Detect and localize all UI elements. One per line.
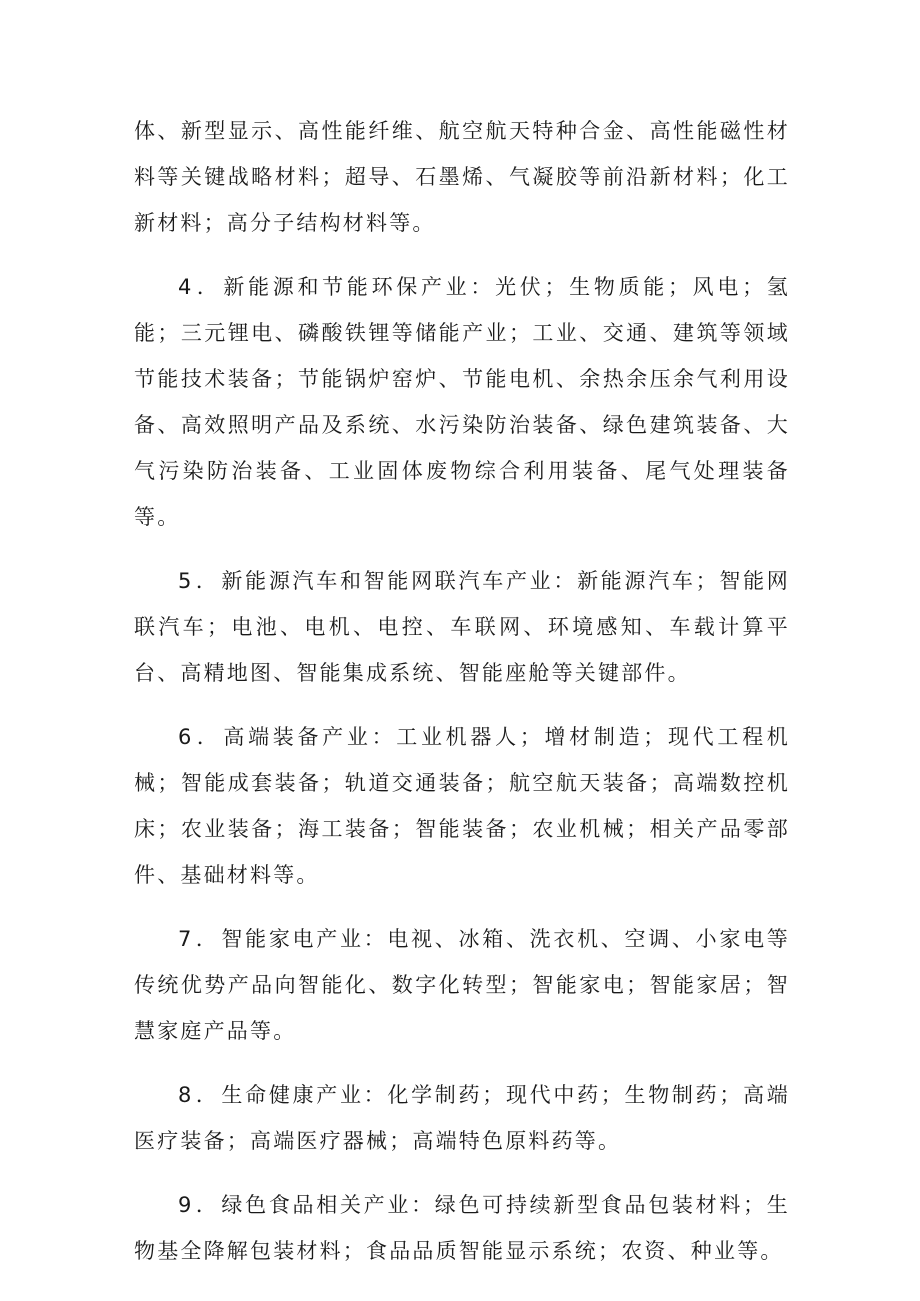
paragraph-item-6	[134, 714, 790, 898]
paragraph-item-7	[134, 916, 790, 1054]
item-number: 5．	[178, 569, 222, 593]
item-number: 7．	[178, 927, 222, 951]
paragraph-text: 高端装备产业：工业机器人；增材制造；现代工程机械；智能成套装备；轨道交通装备；航空航天装备；高端数控机床；农业装备；海工装备；智能装备；农业机械；相关产品零部件、基础材料等。	[134, 725, 790, 887]
paragraph-item-5	[134, 558, 790, 696]
paragraph-text: 绿色食品相关产业：绿色可持续新型食品包装材料；生物基全降解包装材料；食品品质智能显示系统；农资、种业等。	[134, 1193, 790, 1263]
paragraph-item-9	[134, 1182, 790, 1274]
item-number: 6．	[178, 725, 224, 749]
document-body	[134, 108, 790, 1292]
paragraph-continued	[134, 108, 790, 246]
paragraph-item-4	[134, 264, 790, 540]
paragraph-text: 新能源汽车和智能网联汽车产业：新能源汽车；智能网联汽车；电池、电机、电控、车联网、环境感知、车载计算平台、高精地图、智能集成系统、智能座舱等关键部件。	[134, 569, 790, 685]
paragraph-text: 新能源和节能环保产业：光伏；生物质能；风电；氢能；三元锂电、磷酸铁锂等储能产业；工业、交通、建筑等领域节能技术装备；节能锅炉窑炉、节能电机、余热余压余气利用设备、高效照明产品及系统、水污染防治装备、绿色建筑装备、大气污染防治装备、工业固体废物综合利用装备、尾气处理装备等。	[134, 275, 790, 529]
paragraph-text: 智能家电产业：电视、冰箱、洗衣机、空调、小家电等传统优势产品向智能化、数字化转型；智能家电；智能家居；智慧家庭产品等。	[134, 927, 790, 1043]
item-number: 9．	[178, 1193, 222, 1217]
item-number: 4．	[178, 275, 224, 299]
paragraph-item-8	[134, 1072, 790, 1164]
paragraph-text: 生命健康产业：化学制药；现代中药；生物制药；高端医疗装备；高端医疗器械；高端特色原料药等。	[134, 1083, 790, 1153]
item-number: 8．	[178, 1083, 222, 1107]
paragraph-text: 体、新型显示、高性能纤维、航空航天特种合金、高性能磁性材料等关键战略材料；超导、石墨烯、气凝胶等前沿新材料；化工新材料；高分子结构材料等。	[134, 119, 790, 235]
